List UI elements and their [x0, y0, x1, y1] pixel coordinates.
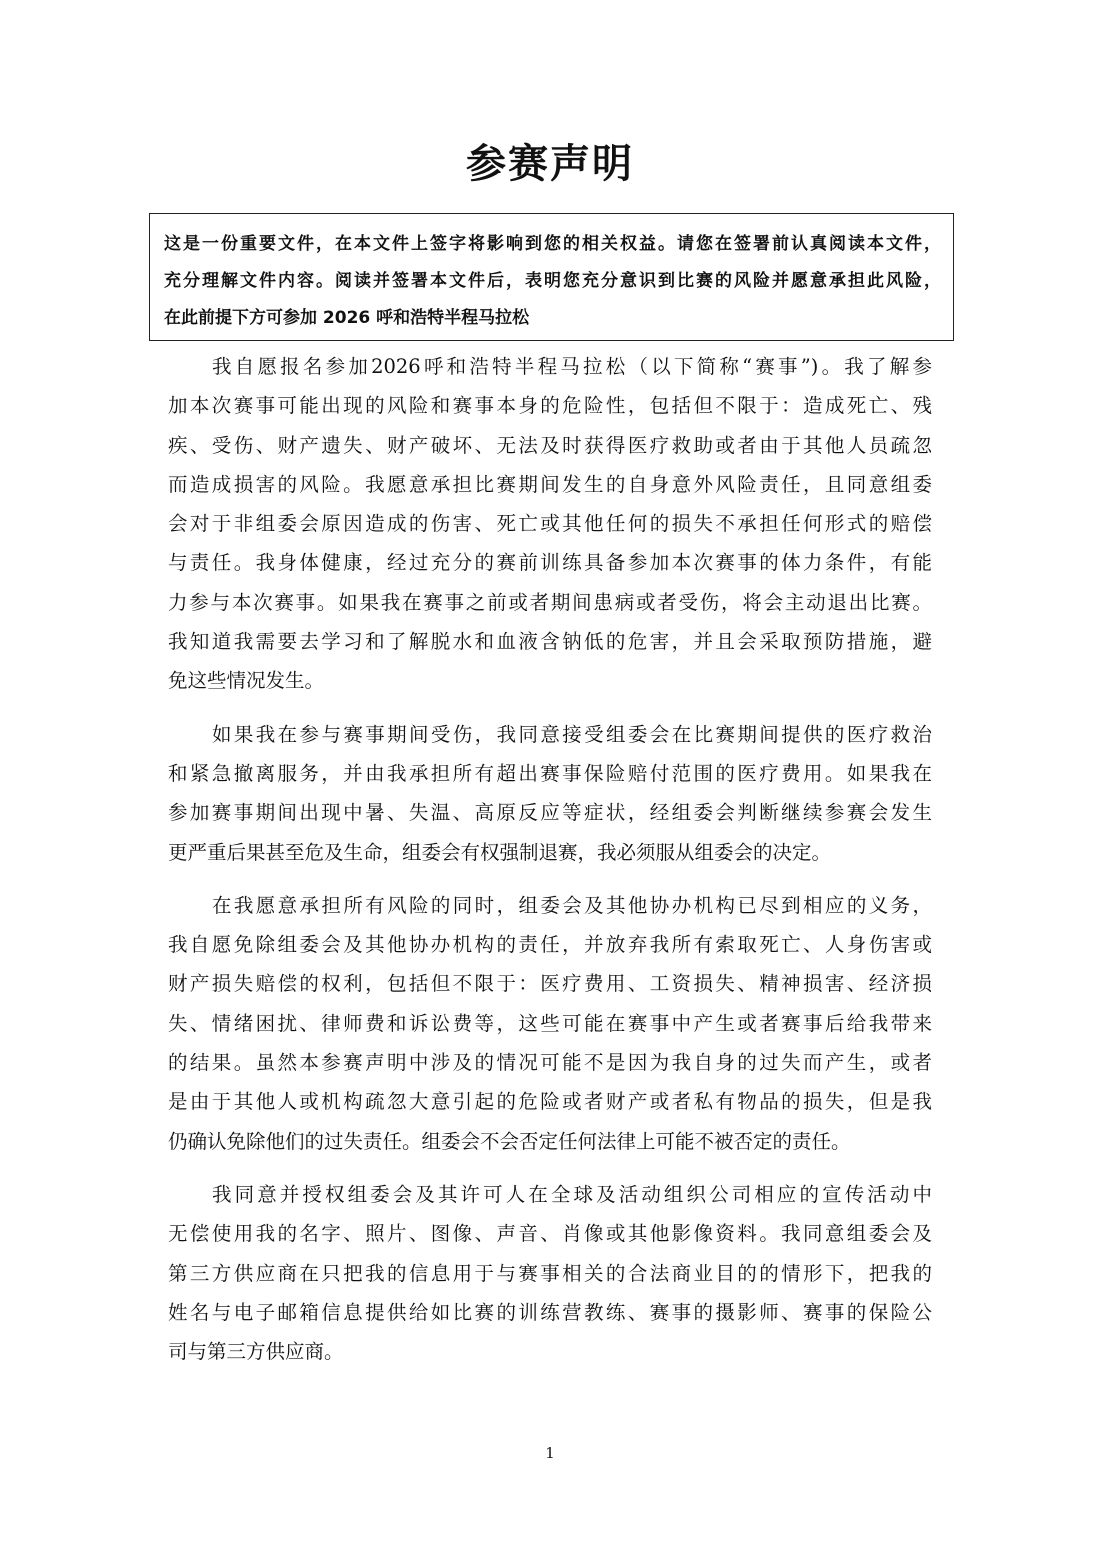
- paragraph-line: 如果我在参与赛事期间受伤，我同意接受组委会在比赛期间提供的医疗救治: [212, 722, 932, 746]
- paragraph-line: 我自愿报名参加2026呼和浩特半程马拉松（以下简称“赛事”)。我了解参: [212, 355, 932, 378]
- paragraph: [168, 715, 932, 872]
- paragraph-line: 而造成损害的风险。我愿意承担比赛期间发生的自身意外风险责任，且同意组委: [168, 472, 932, 496]
- paragraph-line: 我自愿免除组委会及其他协办机构的责任，并放弃我所有索取死亡、人身伤害或: [168, 933, 932, 957]
- paragraph-line: 疾、受伤、财产遗失、财产破坏、无法及时获得医疗救助或者由于其他人员疏忽: [168, 433, 932, 457]
- paragraph-line: 财产损失赔偿的权利，包括但不限于：医疗费用、工资损失、精神损害、经济损: [168, 972, 932, 996]
- paragraph-line: 是由于其他人或机构疏忽大意引起的危险或者财产或者私有物品的损失，但是我: [168, 1090, 932, 1114]
- paragraph: [168, 1175, 932, 1371]
- notice-line: 这是一份重要文件，在本文件上签字将影响到您的相关权益。请您在签署前认真阅读本文件，: [164, 234, 941, 254]
- notice-line: 在此前提下方可参加 2026 呼和浩特半程马拉松: [164, 308, 530, 328]
- paragraph-line: 第三方供应商在只把我的信息用于与赛事相关的合法商业目的的情形下，把我的: [168, 1261, 932, 1285]
- paragraph-line: 会对于非组委会原因造成的伤害、死亡或其他任何的损失不承担任何形式的赔偿: [168, 512, 932, 536]
- paragraph-line: 司与第三方供应商。: [168, 1340, 344, 1364]
- important-notice-box: [149, 213, 954, 341]
- paragraph-line: 参加赛事期间出现中暑、失温、高原反应等症状，经组委会判断继续参赛会发生: [168, 801, 932, 825]
- notice-line: 充分理解文件内容。阅读并签署本文件后，表明您充分意识到比赛的风险并愿意承担此风险，: [164, 271, 941, 291]
- paragraph: [168, 886, 932, 1161]
- document-title: 参赛声明: [466, 140, 634, 187]
- paragraph-line: 与责任。我身体健康，经过充分的赛前训练具备参加本次赛事的体力条件，有能: [168, 551, 932, 575]
- paragraph-line: 我知道我需要去学习和了解脱水和血液含钠低的危害，并且会采取预防措施，避: [168, 630, 932, 654]
- paragraph-line: 在我愿意承担所有风险的同时，组委会及其他协办机构已尽到相应的义务，: [212, 893, 932, 917]
- paragraph-line: 和紧急撤离服务，并由我承担所有超出赛事保险赔付范围的医疗费用。如果我在: [168, 761, 932, 785]
- page-number: 1: [545, 1444, 555, 1462]
- paragraph-line: 我同意并授权组委会及其许可人在全球及活动组织公司相应的宣传活动中: [212, 1182, 932, 1206]
- paragraph-line: 的结果。虽然本参赛声明中涉及的情况可能不是因为我自身的过失而产生，或者: [168, 1051, 932, 1075]
- paragraph: [168, 347, 932, 701]
- paragraph-line: 更严重后果甚至危及生命，组委会有权强制退赛，我必须服从组委会的决定。: [168, 840, 832, 864]
- paragraph-line: 力参与本次赛事。如果我在赛事之前或者期间患病或者受伤，将会主动退出比赛。: [168, 590, 932, 614]
- paragraph-line: 免这些情况发生。: [168, 669, 325, 693]
- paragraph-line: 失、情绪困扰、律师费和诉讼费等，这些可能在赛事中产生或者赛事后给我带来: [168, 1011, 932, 1035]
- paragraph-line: 无偿使用我的名字、照片、图像、声音、肖像或其他影像资料。我同意组委会及: [168, 1222, 932, 1246]
- paragraph-line: 仍确认免除他们的过失责任。组委会不会否定任何法律上可能不被否定的责任。: [168, 1129, 851, 1153]
- document-body: [168, 347, 932, 1385]
- paragraph-line: 加本次赛事可能出现的风险和赛事本身的危险性，包括但不限于：造成死亡、残: [168, 394, 932, 418]
- paragraph-line: 姓名与电子邮箱信息提供给如比赛的训练营教练、赛事的摄影师、赛事的保险公: [168, 1300, 932, 1324]
